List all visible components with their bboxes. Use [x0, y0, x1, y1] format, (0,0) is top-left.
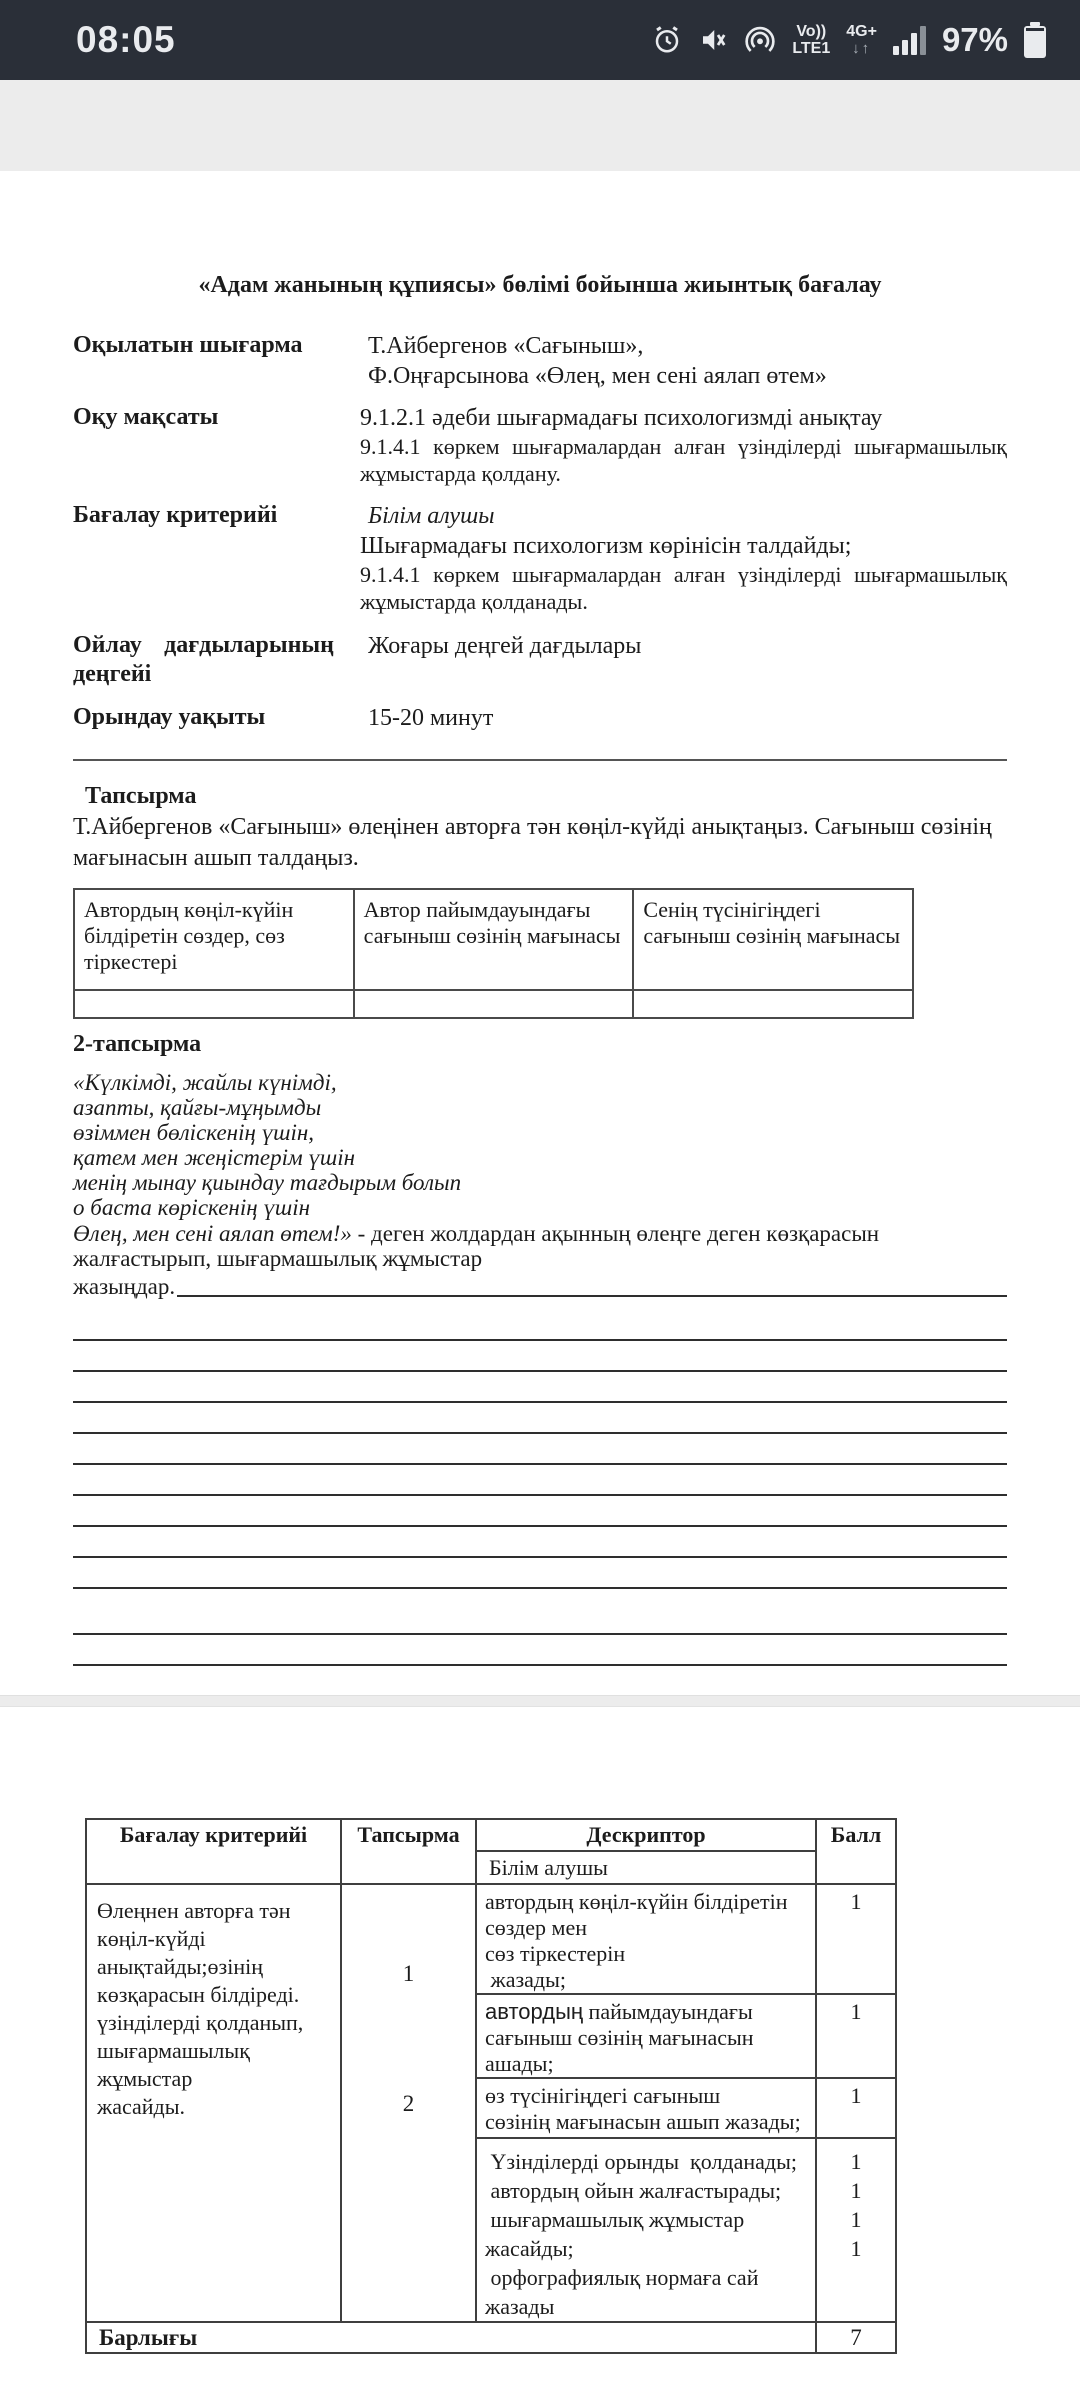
volte-top-label: Vo)) [796, 23, 827, 40]
table-row [74, 889, 913, 990]
page-2 [0, 1707, 1080, 2400]
info-line: Т.Айбергенов «Сағыныш», [368, 333, 644, 359]
score-cell: 1 [816, 1994, 896, 2078]
descriptor-line: сөз тіркестерін [485, 1941, 626, 1966]
info-row-assessment-criteria [73, 501, 1007, 615]
table-row [74, 990, 913, 1018]
table-header-cell: Автор пайымдауындағы сағыныш сөзінің мағынасы [354, 889, 634, 990]
document-scroll-area[interactable] [0, 80, 1080, 2400]
task2-instruction [73, 1221, 1007, 1246]
score-cell [816, 2138, 896, 2322]
answer-line [73, 1558, 1007, 1589]
info-label: Ойлау дағдыларының деңгейі [73, 632, 334, 687]
page-1 [0, 171, 1080, 1695]
answer-line [73, 1527, 1007, 1558]
volte-indicator [792, 23, 830, 57]
battery-icon [1024, 22, 1046, 58]
info-row-thinking-skills [73, 631, 1007, 689]
descriptor-line: пайымдауындағы [583, 1999, 753, 2024]
instruction-text: жалғастырып, шығармашылық жұмыстар [73, 1246, 483, 1271]
info-value [360, 403, 1007, 487]
descriptor-cell [476, 1884, 816, 1994]
network-type-label: 4G+ [846, 23, 877, 40]
rubric-table [85, 1818, 897, 2354]
info-line: Ф.Оңғарсынова «Өлең, мен сені аялап өтем» [368, 363, 827, 389]
task2-heading: 2-тапсырма [73, 1031, 202, 1057]
info-line: 9.1.4.1 көркем шығармалардан алған үзінділерді шығармашылық [360, 434, 1007, 459]
table-row [86, 1884, 896, 1994]
document-title: «Адам жанының құпиясы» бөлімі бойынша жиынтық бағалау [198, 272, 882, 298]
info-line: жұмыстарда қолдану. [360, 461, 561, 486]
signal-icon [893, 25, 926, 55]
task1-heading: Тапсырма [85, 783, 197, 809]
status-bar [0, 0, 1080, 80]
criteria-line: үзінділерді қолданып, [97, 2010, 304, 2035]
descriptor-line: сөзінің мағынасын ашып жазады; [485, 2109, 801, 2134]
network-type-indicator [846, 23, 877, 57]
descriptor-line: Үзінділерді орынды қолданады; [485, 2149, 798, 2174]
descriptor-line: автордың ойын жалғастырады; [485, 2178, 782, 2203]
poem-line: о баста көріскенің үшін [73, 1195, 311, 1220]
info-line: Жоғары деңгей дағдылары [368, 633, 642, 659]
criteria-line: Өлеңнен авторға тән [97, 1898, 291, 1923]
page-break [0, 1695, 1080, 1707]
answer-line [73, 1310, 1007, 1341]
blank-line [177, 1295, 1007, 1297]
poem-line: азапты, қайғы-мұңымды [73, 1095, 322, 1120]
score-line: 1 [850, 2236, 862, 2261]
score-cell: 1 [816, 1884, 896, 1994]
score-cell: 1 [816, 2078, 896, 2138]
info-line: Білім алушы [368, 503, 495, 529]
info-row-duration [73, 703, 1007, 733]
write-prompt-line [73, 1274, 1007, 1300]
descriptor-line: орфографиялық нормаға сай жазады [485, 2265, 764, 2319]
table-row [86, 1819, 896, 1851]
poem-line: «Күлкімді, жайлы күнімді, [73, 1070, 337, 1095]
info-label: Орындау уақыты [73, 704, 266, 730]
total-label: Барлығы [86, 2322, 816, 2353]
answer-line [73, 1635, 1007, 1666]
answer-line [73, 1496, 1007, 1527]
descriptor-cell [476, 2138, 816, 2322]
write-word: жазыңдар. [73, 1274, 176, 1299]
rubric-header-task: Тапсырма [341, 1819, 476, 1884]
descriptor-line: өз түсінігіңдегі сағыныш [485, 2083, 721, 2108]
info-line: 15-20 минут [368, 705, 494, 731]
total-value: 7 [816, 2322, 896, 2353]
answer-line [73, 1589, 1007, 1635]
criteria-line: шығармашылық жұмыстар [97, 2038, 250, 2091]
criteria-line: көңіл-күйді [97, 1926, 206, 1951]
rubric-header-criteria: Бағалау критерийі [86, 1819, 341, 1884]
poem-line: менің мынау қиындау тағдырым болып [73, 1170, 462, 1195]
criteria-text-1 [97, 1897, 332, 2009]
descriptor-sans-word: автордың [485, 1999, 584, 2024]
answer-line [73, 1403, 1007, 1434]
info-value [360, 501, 1007, 615]
hotspot-icon [744, 24, 776, 56]
info-label: Оқылатын шығарма [73, 332, 303, 358]
rubric-header-score: Балл [816, 1819, 896, 1884]
task-number-2: 2 [402, 2091, 415, 2116]
criteria-line: жасайды. [97, 2094, 186, 2119]
descriptor-line: автордың көңіл-күйін білдіретін сөздер мен [485, 1889, 793, 1940]
info-label: Оқу мақсаты [73, 404, 219, 430]
criteria-text-2 [97, 2009, 332, 2121]
section-divider [73, 759, 1007, 761]
criteria-line: анықтайды;өзінің [97, 1954, 263, 1979]
score-line: 1 [850, 2149, 862, 2174]
clock: 08:05 [76, 19, 176, 60]
info-line: Шығармадағы психологизм көрінісін талдайды; [360, 533, 852, 559]
poem-line: өзіммен бөліскенің үшін, [73, 1120, 315, 1145]
alarm-icon [652, 25, 682, 55]
empty-answer-cell [354, 990, 634, 1018]
mute-icon [698, 25, 728, 55]
info-row-learning-objective [73, 403, 1007, 487]
rubric-subheader: Білім алушы [476, 1851, 816, 1884]
score-line: 1 [850, 2178, 862, 2203]
score-line: 1 [850, 2207, 862, 2232]
instruction-text: - деген жолдардан ақынның өлеңге деген көзқарасын [351, 1221, 880, 1246]
descriptor-cell [476, 2078, 816, 2138]
answer-line [73, 1341, 1007, 1372]
info-value [360, 331, 1007, 391]
task1-text: Т.Айбергенов «Сағыныш» өлеңінен авторға тән көңіл-күйді анықтаңыз. Сағыныш сөзінің мағынасын ашып талдаңыз. [73, 814, 992, 871]
volte-bottom-label: LTE1 [792, 40, 831, 57]
empty-answer-cell [74, 990, 354, 1018]
data-arrows-icon: ↓↑ [852, 40, 872, 57]
task-number-1: 1 [402, 1961, 415, 1986]
task1-answer-table [73, 888, 914, 1019]
info-value [360, 631, 1007, 689]
info-line: 9.1.2.1 әдеби шығармадағы психологизмді анықтау [360, 405, 883, 431]
poem [73, 1070, 1007, 1220]
rubric-header-descriptor: Дескриптор [476, 1819, 816, 1851]
battery-percent: 97% [941, 21, 1008, 58]
criteria-line: көзқарасын білдіреді. [97, 1982, 300, 2007]
table-header-cell: Сенің түсінігіңдегі сағыныш сөзінің мағынасы [633, 889, 913, 990]
answer-line [73, 1372, 1007, 1403]
criteria-cell [86, 1884, 341, 2322]
info-line: жұмыстарда қолданады. [360, 589, 588, 614]
summary-info [73, 331, 1007, 733]
info-label: Бағалау критерийі [73, 502, 278, 528]
info-line: 9.1.4.1 көркем шығармалардан алған үзінділерді шығармашылық [360, 562, 1007, 587]
task-number-cell [341, 1884, 476, 2322]
poem-final-line: Өлең, мен сені аялап өтем!» [73, 1221, 352, 1246]
descriptor-line: шығармашылық жұмыстар жасайды; [485, 2207, 750, 2261]
descriptor-line: сағыныш сөзінің мағынасын ашады; [485, 2025, 760, 2076]
answer-line [73, 1465, 1007, 1496]
descriptor-line: жазады; [485, 1967, 567, 1992]
info-value [360, 703, 1007, 733]
answer-lines [73, 1310, 1007, 1697]
info-row-reading-work [73, 331, 1007, 391]
status-icons [652, 21, 1046, 59]
empty-answer-cell [633, 990, 913, 1018]
table-row-total [86, 2322, 896, 2353]
answer-line [73, 1434, 1007, 1465]
poem-line: қатем мен жеңістерім үшін [73, 1145, 356, 1170]
descriptor-cell [476, 1994, 816, 2078]
table-header-cell: Автордың көңіл-күйін білдіретін сөздер, сөз тіркестері [74, 889, 354, 990]
answer-line [73, 1666, 1007, 1697]
